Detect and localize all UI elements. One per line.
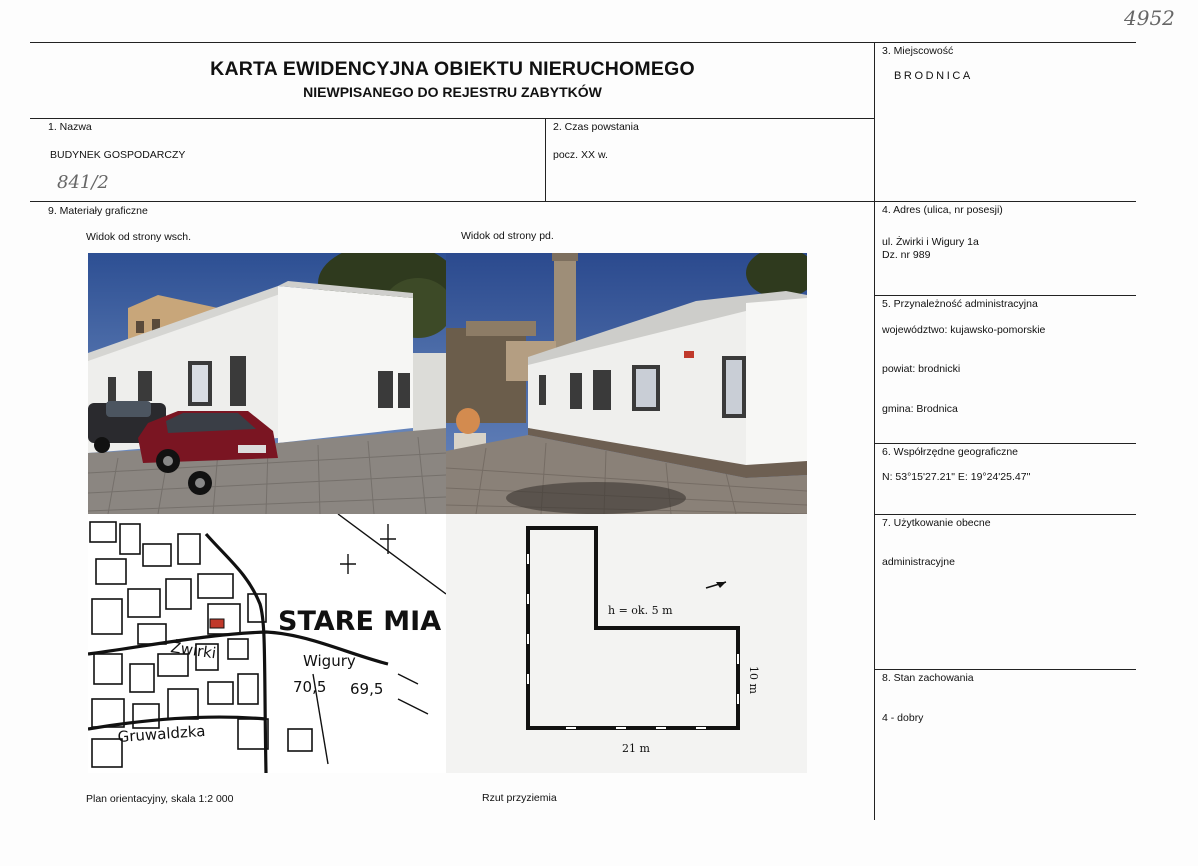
condition-label: 8. Stan zachowania xyxy=(882,672,974,684)
plan-width-dimension: 21 m xyxy=(622,742,650,755)
name-row-bottom-border xyxy=(30,201,1136,202)
usage-value: administracyjne xyxy=(882,556,955,568)
address-line-1: ul. Żwirki i Wigury 1a xyxy=(882,236,979,248)
map-caption: Plan orientacyjny, skala 1:2 000 xyxy=(86,793,234,805)
commune-value: gmina: Brodnica xyxy=(882,403,958,415)
voivodeship-value: województwo: kujawsko-pomorskie xyxy=(882,324,1046,336)
coordinates-value: N: 53°15'27.21" E: 19°24'25.47" xyxy=(882,471,1031,483)
condition-row-border xyxy=(874,669,1136,670)
photo-south-caption: Widok od strony pd. xyxy=(461,230,554,242)
coords-row-border xyxy=(874,443,1136,444)
card-subtitle: NIEWPISANEGO DO REJESTRU ZABYTKÓW xyxy=(303,84,602,100)
card-title: KARTA EWIDENCYJNA OBIEKTU NIERUCHOMEGO xyxy=(210,58,695,80)
map-street-label-2: Wigury xyxy=(303,652,356,670)
address-label: 4. Adres (ulica, nr posesji) xyxy=(882,204,1003,216)
map-elevation-2: 69,5 xyxy=(350,680,384,698)
graphics-label: 9. Materiały graficzne xyxy=(48,205,148,217)
right-column-divider xyxy=(874,42,875,820)
top-border xyxy=(30,42,1136,43)
administrative-label: 5. Przynależność administracyjna xyxy=(882,298,1038,310)
map-district-label: STARE MIA xyxy=(278,606,442,637)
name-value: BUDYNEK GOSPODARCZY xyxy=(50,149,186,161)
admin-row-border xyxy=(874,295,1136,296)
photo-east-caption: Widok od strony wsch. xyxy=(86,231,192,243)
usage-row-border xyxy=(874,514,1136,515)
plan-caption: Rzut przyziemia xyxy=(482,792,557,804)
name-time-divider xyxy=(545,118,546,201)
parcel-handwritten-note: 841/2 xyxy=(57,172,109,193)
locality-value: BRODNICA xyxy=(894,70,973,82)
plan-height-note: h = ok. 5 m xyxy=(608,604,673,617)
creation-time-label: 2. Czas powstania xyxy=(553,121,639,133)
map-street-label-3: Gruwaldzka xyxy=(117,721,207,746)
creation-time-value: pocz. XX w. xyxy=(553,149,608,161)
condition-value: 4 - dobry xyxy=(882,712,924,724)
archive-number-note: 4952 xyxy=(1124,6,1175,30)
county-value: powiat: brodnicki xyxy=(882,363,961,375)
usage-label: 7. Użytkowanie obecne xyxy=(882,517,991,529)
title-bottom-border xyxy=(30,118,875,119)
map-street-label-1: Żwirki xyxy=(169,638,218,663)
coordinates-label: 6. Współrzędne geograficzne xyxy=(882,446,1018,458)
ground-floor-plan xyxy=(446,514,807,773)
name-label: 1. Nazwa xyxy=(48,121,92,133)
photo-east-view xyxy=(88,253,446,514)
locality-label: 3. Miejscowość xyxy=(882,45,954,57)
map-elevation-1: 70,5 xyxy=(293,678,327,696)
plan-depth-dimension: 10 m xyxy=(747,666,760,694)
address-line-2: Dz. nr 989 xyxy=(882,249,931,261)
photo-south-view xyxy=(446,253,807,514)
orientation-map xyxy=(88,514,446,773)
